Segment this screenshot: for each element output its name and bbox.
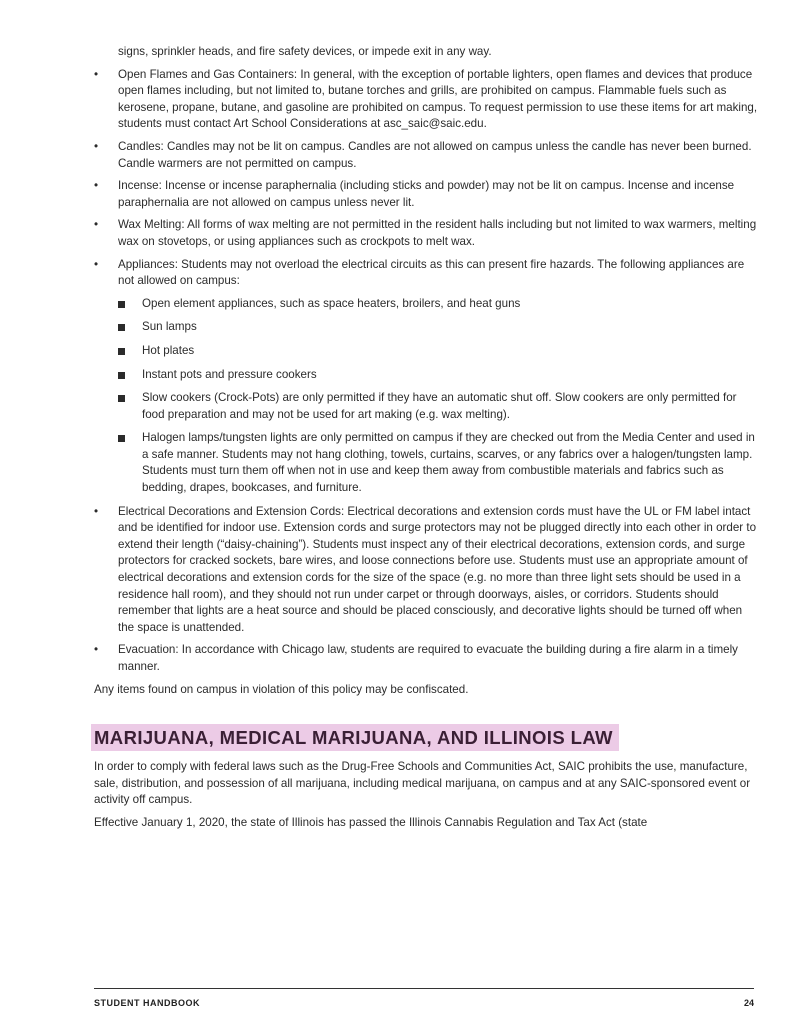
- square-bullet-icon: [118, 301, 125, 308]
- bullet-text: Appliances: Students may not overload the electrical circuits as this can present fire hazards. The following appliances are not allowed on campus:: [118, 257, 745, 288]
- bullet-marker: •: [94, 504, 99, 518]
- bullet-text: Open Flames and Gas Containers: In general, with the exception of portable lighters, open flames and devices that produce open flames including, but not limited to, butane torches and grills, are prohibited on campus. Flammable fuels such as kerosene, propane, butane, and gasoline are prohibited on campus. To request permission to use these items for art making, students must contact Art School Considerations at asc_saic@saic.edu.: [118, 67, 758, 131]
- sublist-item-text: Halogen lamps/tungsten lights are only permitted on campus if they are checked out from the Media Center and used in a safe manner. Students may not hang clothing, towels, curtains, scarves, or any fabrics over a halogen/tungsten lamp. Students must turn them off when not in use and keep them away from combustible materials and fabrics such as bedding, drapes, bookcases, and furniture.: [142, 431, 755, 495]
- bullet-evacuation: [94, 642, 758, 675]
- sublist-item: [94, 296, 758, 313]
- square-bullet-icon: [118, 395, 125, 402]
- sublist-item-text: Slow cookers (Crock-Pots) are only permitted if they have an automatic shut off. Slow cookers are only permitted for food preparation and may not be used for art making (e.g. wax melting).: [142, 391, 737, 421]
- footer-title: STUDENT HANDBOOK: [94, 998, 200, 1008]
- bullet-marker: •: [94, 67, 99, 81]
- bullet-text: Wax Melting: All forms of wax melting are not permitted in the resident halls including but not limited to wax warmers, melting wax on stovetops, or using appliances such as crockpots to melt wax.: [118, 218, 757, 248]
- sublist-item: [94, 430, 758, 496]
- bullet-appliances: [94, 257, 758, 290]
- bullet-wax-melting: [94, 217, 758, 250]
- confiscation-note: Any items found on campus in violation of this policy may be confiscated.: [94, 682, 469, 696]
- page-number: 24: [743, 998, 754, 1008]
- sublist-item: [94, 367, 758, 384]
- square-bullet-icon: [118, 372, 125, 379]
- sublist-item: [94, 343, 758, 360]
- continued-text: signs, sprinkler heads, and fire safety devices, or impede exit in any way.: [118, 45, 492, 58]
- square-bullet-icon: [118, 324, 125, 331]
- square-bullet-icon: [118, 435, 125, 442]
- bullet-electrical-decorations: [94, 504, 758, 637]
- sublist-item: [94, 319, 758, 336]
- footer-divider: [94, 988, 754, 989]
- bullet-marker: •: [94, 139, 99, 153]
- bullet-incense: [94, 178, 758, 211]
- bullet-marker: •: [94, 643, 99, 657]
- bullet-open-flames: [94, 67, 758, 133]
- bullet-marker: •: [94, 218, 99, 232]
- bullet-text: Incense: Incense or incense paraphernalia (including sticks and powder) may not be lit on campus. Incense and incense paraphernalia are not allowed on campus unless never lit.: [118, 179, 735, 209]
- section-paragraph: In order to comply with federal laws such as the Drug-Free Schools and Communities Act, SAIC prohibits the use, manufacture, sale, distribution, and possession of all marijuana, including medical marijuana, on campus and at any SAIC-sponsored event or activity off campus.: [94, 760, 751, 807]
- bullet-marker: •: [94, 179, 99, 193]
- appliances-sublist: [94, 296, 758, 497]
- sublist-item-text: Open element appliances, such as space heaters, broilers, and heat guns: [142, 296, 521, 310]
- section-heading: MARIJUANA, MEDICAL MARIJUANA, AND ILLINOIS LAW: [91, 724, 619, 751]
- bullet-candles: [94, 139, 758, 172]
- sublist-item-text: Instant pots and pressure cookers: [142, 367, 317, 381]
- sublist-item: [94, 390, 758, 423]
- sublist-item-text: Sun lamps: [142, 320, 197, 334]
- square-bullet-icon: [118, 348, 125, 355]
- bullet-text: Evacuation: In accordance with Chicago law, students are required to evacuate the building during a fire alarm in a timely manner.: [118, 643, 738, 673]
- bullet-marker: •: [94, 257, 99, 271]
- section-paragraph: Effective January 1, 2020, the state of Illinois has passed the Illinois Cannabis Regulation and Tax Act (state: [94, 815, 648, 829]
- sublist-item-text: Hot plates: [142, 343, 195, 357]
- bullet-text: Electrical Decorations and Extension Cords: Electrical decorations and extension cords must have the UL or FM label intact and be identified for indoor use. Extension cords and surge protectors may not be plugged directly into each other in order to extend their length (“daisy-chaining”). Students must inspect any of their electrical decorations, extension cords, and surge protectors for cracked sockets, bare wires, and loose connections before use. Students must use an appropriate amount of electrical decorations and extension cords for the size of the space (e.g. no more than three light sets should be used in a residence hall room), and they should not run under carpet or through doorways, aisles, or corridors. Students should remember that lights are a heat source and should be placed consciously, and decorative lights should be turned off when the space is unattended.: [118, 504, 757, 634]
- document-body: [94, 44, 758, 838]
- bullet-text: Candles: Candles may not be lit on campus. Candles are not allowed on campus unless the candle has never been burned. Candle warmers are not permitted on campus.: [118, 139, 752, 170]
